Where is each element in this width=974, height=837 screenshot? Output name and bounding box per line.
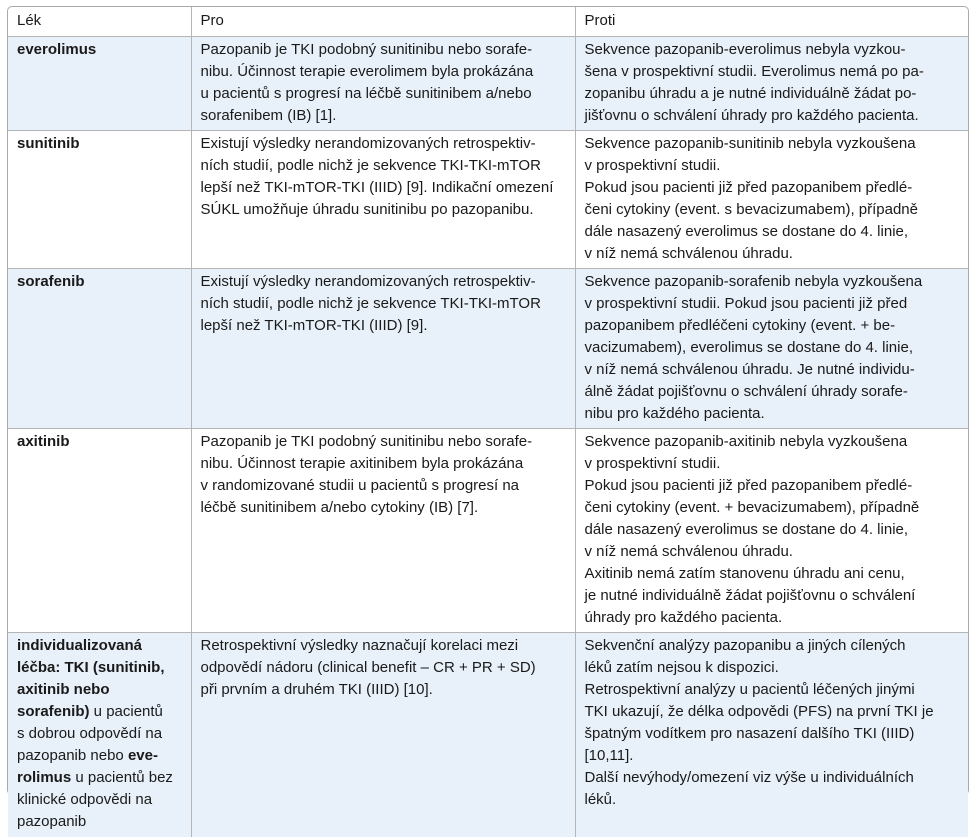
text-line: lepší než TKI-mTOR-TKI (IIID) [9]. Indikační omezení <box>201 177 567 199</box>
text-line <box>17 723 183 745</box>
text-line: při prvním a druhém TKI (IIID) [10]. <box>201 679 567 701</box>
text-line: Sekvenční analýzy pazopanibu a jiných cílených <box>585 635 961 657</box>
text-line: čeni cytokiny (event. + bevacizumabem), případně <box>585 497 961 519</box>
text-line: Sekvence pazopanib-axitinib nebyla vyzkoušena <box>585 431 961 453</box>
text-line: šena v prospektivní studii. Everolimus nemá po pa- <box>585 61 961 83</box>
plain-text: pazopanib <box>17 813 86 830</box>
text-line: v níž nemá schválenou úhradu. <box>585 541 961 563</box>
text-line <box>17 657 183 679</box>
text-line: zopanibu úhradu a je nutné individuálně žádat po- <box>585 83 961 105</box>
drug-cell: sunitinib <box>8 131 191 269</box>
text-line <box>17 745 183 767</box>
text-line: dále nasazený everolimus se dostane do 4. linie, <box>585 221 961 243</box>
bold-text: eve- <box>128 747 158 764</box>
text-line: čeni cytokiny (event. s bevacizumabem), případně <box>585 199 961 221</box>
text-line: [10,11]. <box>585 745 961 767</box>
text-line: Sekvence pazopanib-sunitinib nebyla vyzkoušena <box>585 133 961 155</box>
text-line: úhrady pro každého pacienta. <box>585 607 961 629</box>
text-line: Sekvence pazopanib-sorafenib nebyla vyzkoušena <box>585 271 961 293</box>
text-line: lepší než TKI-mTOR-TKI (IIID) [9]. <box>201 315 567 337</box>
comparison-table <box>8 7 968 837</box>
text-line <box>17 789 183 811</box>
text-line: Existují výsledky nerandomizovaných retrospektiv- <box>201 271 567 293</box>
text-line <box>17 679 183 701</box>
text-line: v prospektivní studii. Pokud jsou pacienti již před <box>585 293 961 315</box>
pro-cell <box>191 633 575 837</box>
text-line: Další nevýhody/omezení viz výše u individuálních <box>585 767 961 789</box>
text-line: Retrospektivní analýzy u pacientů léčených jinými <box>585 679 961 701</box>
text-line: dále nasazený everolimus se dostane do 4. linie, <box>585 519 961 541</box>
table-row-everolimus <box>8 37 968 131</box>
table-row-sorafenib <box>8 269 968 429</box>
text-line: TKI ukazují, že délka odpovědi (PFS) na první TKI je <box>585 701 961 723</box>
text-line: u pacientů s progresí na léčbě sunitinibem a/nebo <box>201 83 567 105</box>
text-line: Pazopanib je TKI podobný sunitinibu nebo sorafe- <box>201 39 567 61</box>
pro-cell <box>191 429 575 633</box>
proti-cell <box>575 37 968 131</box>
text-line: v níž nemá schválenou úhradu. <box>585 243 961 265</box>
text-line: Pokud jsou pacienti již před pazopanibem předlé- <box>585 475 961 497</box>
plain-text: s dobrou odpovědí na <box>17 725 162 742</box>
text-line: léků. <box>585 789 961 811</box>
table-row-axitinib <box>8 429 968 633</box>
plain-text: u pacientů <box>90 703 163 720</box>
text-line <box>17 767 183 789</box>
plain-text: klinické odpovědi na <box>17 791 152 808</box>
pro-cell <box>191 269 575 429</box>
text-line: v prospektivní studii. <box>585 453 961 475</box>
text-line: je nutné individuálně žádat pojišťovnu o schválení <box>585 585 961 607</box>
bold-text: léčba: TKI (sunitinib, <box>17 659 165 676</box>
text-line: ních studií, podle nichž je sekvence TKI-TKI-mTOR <box>201 155 567 177</box>
bold-text: rolimus <box>17 769 71 786</box>
header-row <box>8 7 968 37</box>
text-line <box>17 701 183 723</box>
text-line: Existují výsledky nerandomizovaných retrospektiv- <box>201 133 567 155</box>
table-row-individualized <box>8 633 968 837</box>
drug-cell <box>8 633 191 837</box>
bold-text: sorafenib) <box>17 703 90 720</box>
text-line: nibu pro každého pacienta. <box>585 403 961 425</box>
header-drug: Lék <box>8 7 191 37</box>
plain-text: pazopanib nebo <box>17 747 128 764</box>
drug-cell: sorafenib <box>8 269 191 429</box>
proti-cell <box>575 131 968 269</box>
comparison-table-frame <box>7 6 969 795</box>
text-line: sorafenibem (IB) [1]. <box>201 105 567 127</box>
text-line <box>17 811 183 833</box>
plain-text: u pacientů bez <box>71 769 173 786</box>
text-line: špatným vodítkem pro nasazení dalšího TKI (IIID) <box>585 723 961 745</box>
text-line: Pokud jsou pacienti již před pazopanibem předlé- <box>585 177 961 199</box>
text-line: pazopanibem předléčeni cytokiny (event. + be- <box>585 315 961 337</box>
proti-cell <box>575 633 968 837</box>
text-line: nibu. Účinnost terapie axitinibem byla prokázána <box>201 453 567 475</box>
text-line: nibu. Účinnost terapie everolimem byla prokázána <box>201 61 567 83</box>
text-line: Pazopanib je TKI podobný sunitinibu nebo sorafe- <box>201 431 567 453</box>
drug-cell: axitinib <box>8 429 191 633</box>
text-line: v níž nemá schválenou úhradu. Je nutné individu- <box>585 359 961 381</box>
text-line: v randomizované studii u pacientů s progresí na <box>201 475 567 497</box>
pro-cell <box>191 37 575 131</box>
text-line: álně žádat pojišťovnu o schválení úhrady sorafe- <box>585 381 961 403</box>
text-line: ních studií, podle nichž je sekvence TKI-TKI-mTOR <box>201 293 567 315</box>
text-line: v prospektivní studii. <box>585 155 961 177</box>
text-line: odpovědí nádoru (clinical benefit – CR + PR + SD) <box>201 657 567 679</box>
header-proti: Proti <box>575 7 968 37</box>
text-line: Retrospektivní výsledky naznačují korelaci mezi <box>201 635 567 657</box>
table-row-sunitinib <box>8 131 968 269</box>
bold-text: individualizovaná <box>17 637 142 654</box>
text-line: vacizumabem), everolimus se dostane do 4. linie, <box>585 337 961 359</box>
text-line: Sekvence pazopanib-everolimus nebyla vyzkou- <box>585 39 961 61</box>
text-line: léčbě sunitinibem a/nebo cytokiny (IB) [7]. <box>201 497 567 519</box>
bold-text: axitinib nebo <box>17 681 110 698</box>
text-line <box>17 635 183 657</box>
header-pro: Pro <box>191 7 575 37</box>
drug-cell: everolimus <box>8 37 191 131</box>
text-line: léků zatím nejsou k dispozici. <box>585 657 961 679</box>
text-line: SÚKL umožňuje úhradu sunitinibu po pazopanibu. <box>201 199 567 221</box>
proti-cell <box>575 269 968 429</box>
text-line: jišťovnu o schválení úhrady pro každého pacienta. <box>585 105 961 127</box>
proti-cell <box>575 429 968 633</box>
text-line: Axitinib nemá zatím stanovenu úhradu ani cenu, <box>585 563 961 585</box>
pro-cell <box>191 131 575 269</box>
